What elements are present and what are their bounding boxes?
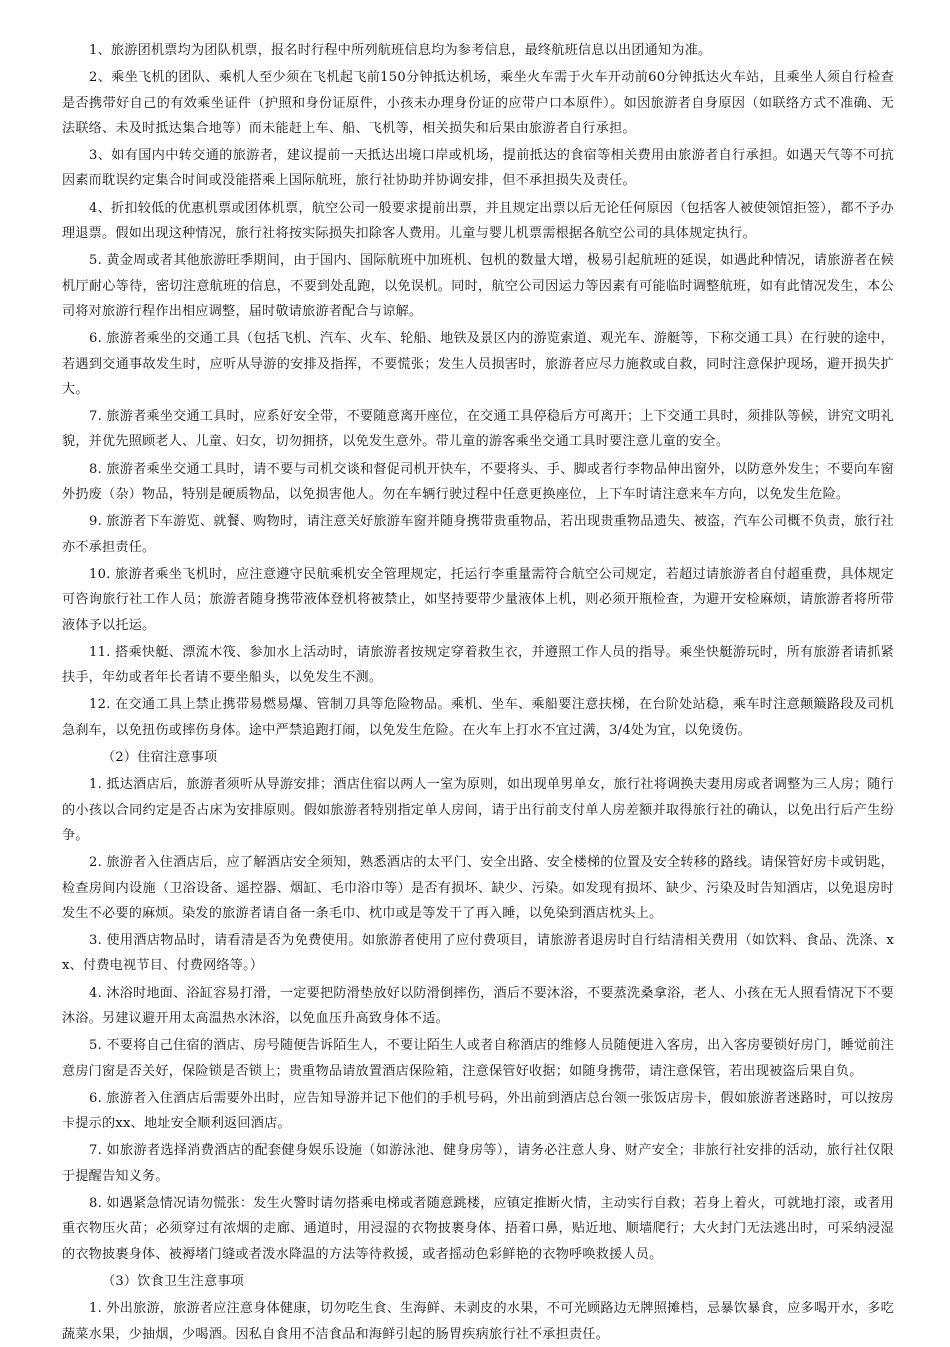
lodging-item-6: 6. 旅游者入住酒店后需要外出时，应告知导游并记下他们的手机号码，外出前到酒店总台领一张饭店房卡，假如旅游者迷路时，可以按房卡提示的xx、地址安全顺利返回酒店。 (62, 1090, 894, 1132)
transport-section (62, 38, 894, 743)
transport-item-4: 4、折扣较低的优惠机票或团体机票，航空公司一般要求提前出票，并且规定出票以后无论任何原因（包括客人被使领馆拒签），都不予办理退票。假如出现这种情况，旅行社将按实际损失扣除客人费用。儿童与婴儿机票需根据各航空公司的具体规定执行。 (62, 200, 894, 242)
lodging-item-3: 3. 使用酒店物品时，请看清是否为免费使用。如旅游者使用了应付费项目，请旅游者退房时自行结清相关费用（如饮料、食品、洗涤、xx、付费电视节目、付费网络等。） (62, 933, 894, 974)
lodging-section (62, 745, 894, 1267)
transport-item-11: 11. 搭乘快艇、漂流木筏、参加水上活动时，请旅游者按规定穿着救生衣，并遵照工作人员的指导。乘坐快艇游玩时，所有旅游者请抓紧扶手，年幼或者年长者请不要坐船头，以免发生不测。 (62, 644, 894, 686)
transport-item-7: 7. 旅游者乘坐交通工具时，应系好安全带，不要随意离开座位，在交通工具停稳后方可离开；上下交通工具时，须排队等候，讲究文明礼貌，并优先照顾老人、儿童、妇女，切勿拥挤，以免发生意外。带儿童的游客乘坐交通工具时要注意儿童的安全。 (62, 409, 894, 450)
lodging-item-2: 2. 旅游者入住酒店后，应了解酒店安全须知，熟悉酒店的太平门、安全出路、安全楼梯的位置及安全转移的路线。请保管好房卡或钥匙，检查房间内设施（卫浴设备、遥控器、烟缸、毛巾浴巾等）是否有损坏、缺少、污染。如发现有损坏、缺少、污染及时告知酒店，以免退房时发生不必要的麻烦。染发的旅游者请自备一条毛巾、枕巾或是等发干了再入睡，以免染到酒店枕头上。 (62, 855, 894, 921)
transport-item-1: 1、旅游团机票均为团队机票，报名时行程中所列航班信息均为参考信息，最终航班信息以出团通知为准。 (89, 43, 712, 58)
transport-item-12: 12. 在交通工具上禁止携带易燃易爆、管制刀具等危险物品。乘机、坐车、乘船要注意扶梯，在台阶处站稳，乘车时注意颠簸路段及司机急刹车，以免扭伤或摔伤身体。途中严禁追跑打闹，以免发生危险。在火车上打水不宜过满，3/4处为宜，以免烫伤。 (62, 697, 894, 738)
transport-item-6: 6. 旅游者乘坐的交通工具（包括飞机、汽车、火车、轮船、地铁及景区内的游览索道、观光车、游艇等，下称交通工具）在行驶的途中，若遇到交通事故发生时，应听从导游的安排及指挥，不要慌张；发生人员损害时，旅游者应尽力施救或自救，同时注意保护现场，避开损失扩大。 (62, 331, 894, 397)
food-section (62, 1269, 894, 1347)
lodging-item-4: 4. 沐浴时地面、浴缸容易打滑，一定要把防滑垫放好以防滑倒摔伤，酒后不要沐浴，不要蒸洗桑拿浴，老人、小孩在无人照看情况下不要沐浴。另建议避开用太高温热水沐浴，以免血压升高致身体不适。 (62, 985, 894, 1026)
transport-item-9: 9. 旅游者下车游览、就餐、购物时，请注意关好旅游车窗并随身携带贵重物品，若出现贵重物品遗失、被盗，汽车公司概不负责，旅行社亦不承担责任。 (62, 514, 894, 555)
transport-item-5: 5. 黄金周或者其他旅游旺季期间，由于国内、国际航班中加班机、包机的数量大增，极易引起航班的延误，如遇此种情况，请旅游者在候机厅耐心等待，密切注意航班的信息，不要到处乱跑，以免误机。同时，航空公司因运力等因素有可能临时调整航班，如有此情况发生，本公司将对旅游行程作出相应调整，届时敬请旅游者配合与谅解。 (62, 253, 894, 319)
food-item-1: 1. 外出旅游，旅游者应注意身体健康，切勿吃生食、生海鲜、未剥皮的水果，不可光顾路边无牌照摊档，忌暴饮暴食，应多喝开水，多吃蔬菜水果，少抽烟，少喝酒。因私自食用不洁食品和海鲜引起的肠胃疾病旅行社不承担责任。 (62, 1301, 894, 1342)
lodging-item-7: 7. 如旅游者选择消费酒店的配套健身娱乐设施（如游泳池、健身房等），请务必注意人身、财产安全；非旅行社安排的活动，旅行社仅限于提醒告知义务。 (62, 1143, 894, 1184)
transport-item-8: 8. 旅游者乘坐交通工具时，请不要与司机交谈和督促司机开快车，不要将头、手、脚或者行李物品伸出窗外，以防意外发生；不要向车窗外扔废（杂）物品，特别是硬质物品，以免损害他人。勿在车辆行驶过程中任意更换座位，上下车时请注意来车方向，以免发生危险。 (62, 461, 894, 503)
lodging-heading: （2）住宿注意事项 (102, 750, 218, 766)
transport-item-10: 10. 旅游者乘坐飞机时，应注意遵守民航乘机安全管理规定，托运行李重量需符合航空公司规定，若超过请旅游者自付超重费，具体规定可咨询旅行社工作人员；旅游者随身携带液体登机将被禁止，如坚持要带少量液体上机，则必须开瓶检查，为避开安检麻烦，请旅游者将所带液体予以托运。 (62, 566, 894, 633)
lodging-item-8: 8. 如遇紧急情况请勿慌张：发生火警时请勿搭乘电梯或者随意跳楼，应镇定推断火情，主动实行自救；若身上着火，可就地打滚，或者用重衣物压火苗；必须穿过有浓烟的走廊、通道时，用浸湿的衣物披裹身体、捂着口鼻，贴近地、顺墙爬行；大火封门无法逃出时，可采纳浸湿的衣物披裹身体、被褥堵门缝或者泼水降温的方法等待救援，或者摇动色彩鲜艳的衣物呼唤救援人员。 (62, 1196, 894, 1262)
food-heading: （3）饮食卫生注意事项 (102, 1273, 245, 1289)
transport-item-2: 2、乘坐飞机的团队、乘机人至少须在飞机起飞前150分钟抵达机场，乘坐火车需于火车开动前60分钟抵达火车站，且乘坐人须自行检查是否携带好自己的有效乘坐证件（护照和身份证原件，小孩未办理身份证的应带户口本原件）。如因旅游者自身原因（如联络方式不准确、无法联络、未及时抵达集合地等）而未能赶上车、船、飞机等，相关损失和后果由旅游者自行承担。 (62, 70, 894, 136)
lodging-item-5: 5. 不要将自己住宿的酒店、房号随便告诉陌生人，不要让陌生人或者自称酒店的维修人员随便进入客房，出入客房要锁好房门，睡觉前注意房门窗是否关好，保险锁是否锁上；贵重物品请放置酒店保险箱，注意保管好收据；如随身携带，请注意保管，若出现被盗后果自负。 (62, 1038, 894, 1079)
transport-item-3: 3、如有国内中转交通的旅游者，建议提前一天抵达出境口岸或机场，提前抵达的食宿等相关费用由旅游者自行承担。如遇天气等不可抗因素而耽误约定集合时间或没能搭乘上国际航班，旅行社协助并协调安排，但不承担损失及责任。 (62, 148, 894, 189)
lodging-item-1: 1. 抵达酒店后，旅游者须听从导游安排；酒店住宿以两人一室为原则，如出现单男单女，旅行社将调换夫妻用房或者调整为三人房；随行的小孩以合同约定是否占床为安排原则。假如旅游者特别指定单人房间，请于出行前支付单人房差额并取得旅行社的确认，以免出行后产生纷争。 (62, 777, 894, 843)
